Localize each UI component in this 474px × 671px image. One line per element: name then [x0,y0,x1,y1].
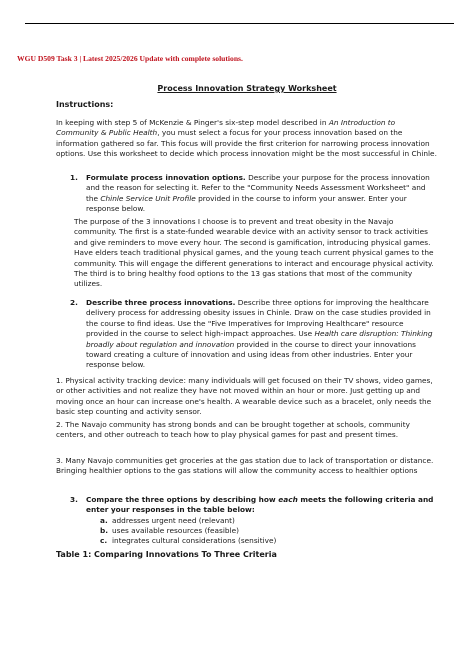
criteria-item: uses available resources (feasible) [112,526,239,535]
q2-answer-option-1: 1. Physical activity tracking device: many individuals will get focused on their TV shows, video games, or other activities and not realize they have not moved within an hour or more. Just getting up and moving once an hour can increase one's health. A wearable device such as a bracelet, only needs the basic step counting and activity sensor. [56,376,433,417]
criteria-item: integrates cultural considerations (sensitive) [112,536,277,545]
table-caption: Table 1: Comparing Innovations To Three Criteria [56,550,277,559]
top-rule [25,23,454,24]
q1-text: Formulate process innovation options. Describe your purpose for the process innovation and the reason for selecting it. Refer to the "Community Needs Assessment Worksheet" and the Chinle Service Unit Profile provided in the course to inform your answer. Enter your response below. [86,173,430,214]
q2-answer-option-2: 2. The Navajo community has strong bonds and can be brought together at schools, community centers, and other outreach to teach how to play physical games for past and present times. [56,420,410,440]
instructions-heading: Instructions: [56,100,114,109]
criteria-letter: c. [100,536,108,545]
q1-number: 1. [70,173,78,182]
intro-paragraph: In keeping with step 5 of McKenzie & Pinger's six-step model described in An Introduction to Community & Public Health, you must select a focus for your process innovation based on the information gathered so far. This focus will provide the first criterion for narrowing process innovation options. Use this worksheet to decide which process innovation might be the most successful in Chinle. [56,118,437,159]
criteria-letter: a. [100,516,108,525]
page-title: Process Innovation Strategy Worksheet [157,84,337,93]
book-title: An Introduction to Community & Public Health [56,118,396,138]
q2-text: Describe three process innovations. Describe three options for improving the healthcare delivery process for addressing obesity issues in Chinle. Draw on the case studies provided in the course to find ideas. Use the "Five Imperatives for Improving Healthcare" resource provided in the course to select high-impact approaches. Use Health care disruption: Thinking broadly about regulation and innovation provided in the course to direct your innovations toward creating a culture of innovation and using ideas from other industries. Enter your response below. [86,298,433,370]
criteria-letter: b. [100,526,109,535]
criteria-item: addresses urgent need (relevant) [112,516,235,525]
q2-answer-option-3: 3. Many Navajo communities get groceries at the gas station due to lack of transportation or distance. Bringing healthier options to the gas stations will allow the community access to healthier options [56,456,434,476]
q1-answer: The purpose of the 3 innovations I choose is to prevent and treat obesity in the Navajo community. The first is a state-funded wearable device with an activity sensor to track activities and give reminders to move every hour. The second is gamification, introducing physical games. Have elders teach traditional physical games, and the young teach current physical games to the community. This will engage the different generations to interact and encourage physical activity. The third is to bring healthy food options to the 13 gas stations that most of the community utilizes. [74,217,434,289]
header-banner: WGU D509 Task 3 | Latest 2025/2026 Update with complete solutions. [17,54,243,63]
q3-number: 3. [70,495,78,504]
q3-text: Compare the three options by describing how each meets the following criteria and enter your responses in the table below: [86,495,434,515]
q2-number: 2. [70,298,78,307]
